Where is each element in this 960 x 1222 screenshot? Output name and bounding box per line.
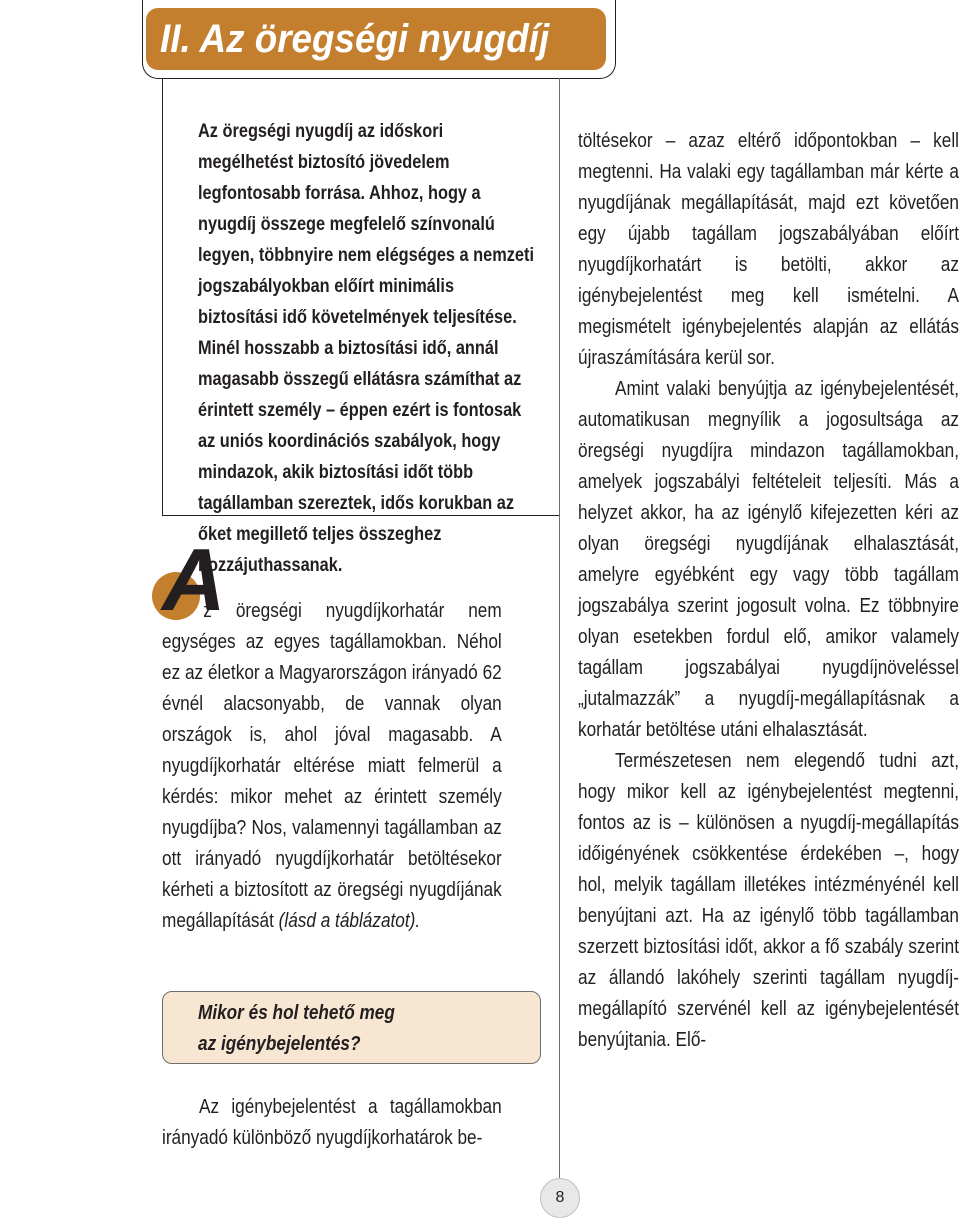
intro-paragraph: Az öregségi nyugdíj az időskori megélhetést biztosító jövedelem legfontosabb forrása. Ahhoz, hogy a nyugdíj összege megfelelő színvonalú legyen, többnyire nem elégséges a nemzeti jogszabályokban előírt minimális biztosítási idő követelmények teljesítése. Minél hosszabb a biztosítási idő, annál magasabb összegű ellátásra számíthat az érintett személy – éppen ezért is fontosak az uniós koordinációs szabályok, hogy mindazok, akik biztosítási időt több tagállamban szereztek, idős korukban az őket megillető teljes összeghez hozzájuthassanak. [198, 121, 534, 576]
right-column-text [578, 126, 959, 1056]
page-number: 8 [540, 1178, 580, 1218]
left-paragraph-1-text: z öregségi nyugdíjkorhatár nem egységes az egyes tagállamokban. Néhol ez az életkor a Magyarországon irányadó 62 évnél alacsonyabb, de vannak olyan országok is, ahol jóval magasabb. A nyugdíjkorhatár eltérése miatt felmerül a kérdés: mikor mehet az érintett személy nyugdíjba? Nos, valamennyi tagállamban az ott irányadó nyugdíjkorhatár betöltésekor kérheti a biztosított az öregségi nyugdíjának megállapítását [162, 600, 502, 932]
intro-frame-left [162, 78, 163, 516]
drop-cap-letter: A [162, 530, 226, 629]
left-paragraph-1 [162, 596, 502, 937]
right-paragraph-2: Amint valaki benyújtja az igénybejelentését, automatikusan megnyílik a jogosultsága az öregségi nyugdíjra mindazon tagállamokban, amelyek jogszabályi feltételeit teljesíti. Más a helyzet akkor, ha az igénylő kifejezetten kéri az olyan öregségi nyugdíjának elhalasztását, amelyre egyébként egy vagy több tagállam jogszabálya szerint jogosult volna. Ez többnyire olyan esetekben fordul elő, amikor valamely tagállam jogszabályai nyugdíjnöveléssel „jutalmazzák” a nyugdíj-megállapításnak a korhatár betöltése utáni elhalasztását. [578, 378, 959, 741]
left-paragraph-2: Az igénybejelentést a tagállamokban irányadó különböző nyugdíjkorhatárok be- [162, 1096, 502, 1149]
left-column-bottom-text [162, 1092, 502, 1154]
table-reference: (lásd a táblázatot). [278, 910, 421, 932]
intro-box [198, 116, 534, 581]
page-title: II. Az öregségi nyugdíj [160, 17, 550, 61]
subheading-line-1: Mikor és hol tehető meg [198, 1002, 395, 1024]
column-divider [559, 78, 560, 1178]
left-column-text [162, 596, 502, 937]
subheading-line-2: az igénybejelentés? [198, 1033, 361, 1055]
right-paragraph-3: Természetesen nem elegendő tudni azt, hogy mikor kell az igénybejelentést megtenni, fontos az is – különösen a nyugdíj-megállapítás időigényének csökkentése érdekében –, hogy hol, melyik tagállam illetékes intézményénél kell benyújtani azt. Ha az igénylő több tagállamban szerzett biztosítási időt, akkor a fő szabály szerint az állandó lakóhely szerinti tagállam nyugdíj-megállapító szervénél kell az igénybejelentését benyújtania. Elő- [578, 750, 959, 1051]
subheading [198, 998, 490, 1060]
right-paragraph-1: töltésekor – azaz eltérő időpontokban – kell megtenni. Ha valaki egy tagállamban már kérte a nyugdíjának megállapítását, majd ezt követően egy újabb tagállam jogszabályában előírt nyugdíjkorhatárt is betölti, akkor az igénybejelentést meg kell ismételni. A megismételt igénybejelentés alapján az ellátás újraszámítására kerül sor. [578, 130, 959, 369]
